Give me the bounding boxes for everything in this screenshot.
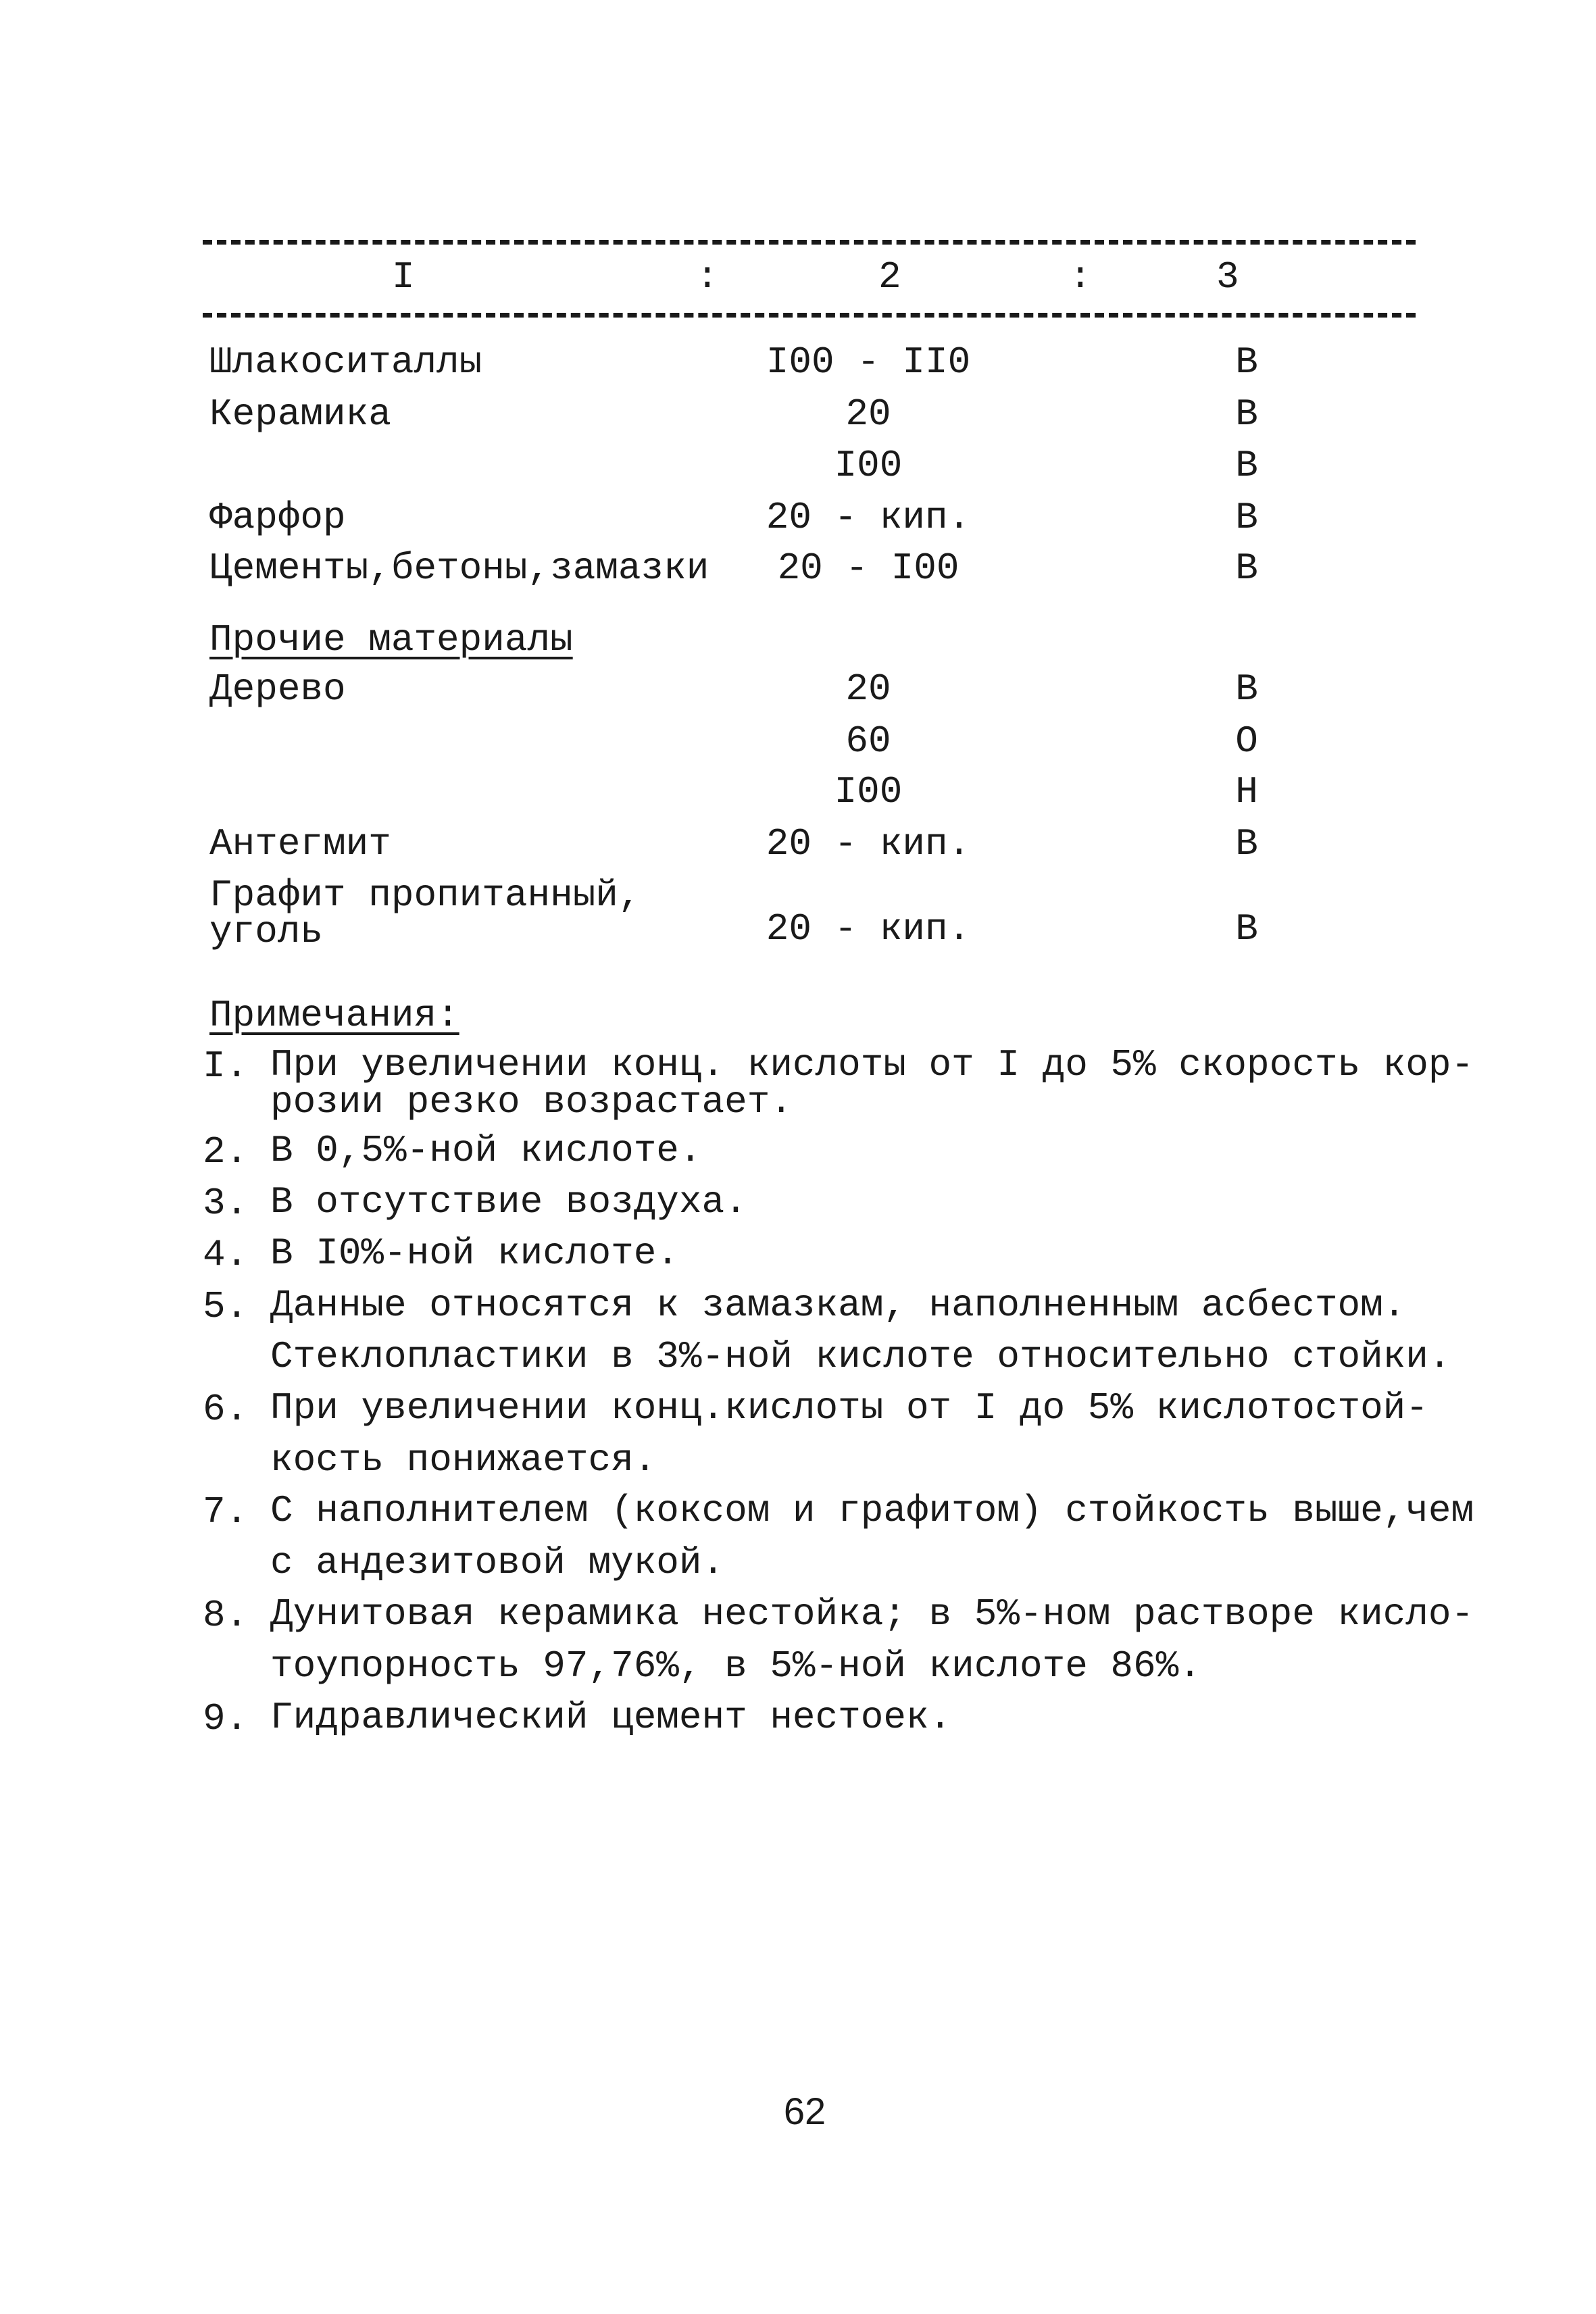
table-row-name: Цементы,бетоны,замазки — [209, 547, 709, 590]
table-row-name: Фарфор — [209, 496, 346, 539]
note-text: кость понижается. — [270, 1438, 657, 1482]
table-row-name: Графит пропитанный, — [209, 874, 641, 917]
table-row-rating: B — [1235, 547, 1258, 590]
table-row-name-line2: уголь — [209, 910, 324, 953]
table-row-temp: 20 - кип. — [766, 496, 971, 539]
table-row-rating: B — [1235, 668, 1258, 711]
table-row-rating: B — [1235, 393, 1258, 436]
table-row-rating: B — [1235, 444, 1258, 487]
note-text: Данные относятся к замазкам, наполненным асбестом. — [270, 1284, 1406, 1327]
note-text: тоупорность 97,76%, в 5%-ной кислоте 86%. — [270, 1644, 1201, 1688]
table-row-name: Керамика — [209, 393, 391, 436]
table-row-temp: I00 — [834, 770, 903, 813]
table-row-name: Шлакоситаллы — [209, 341, 482, 384]
table-row-rating: B — [1235, 496, 1258, 539]
column-header-2: 2 — [878, 255, 901, 299]
table-row-rating: H — [1235, 770, 1258, 813]
note-text: При увеличении конц.кислоты от I до 5% кислотостой- — [270, 1386, 1428, 1430]
note-number: 7. — [203, 1490, 249, 1534]
table-row-name: Дерево — [209, 668, 346, 711]
note-text: В 0,5%-ной кислоте. — [270, 1129, 702, 1172]
note-number: I. — [203, 1045, 249, 1088]
note-text: Гидравлический цемент нестоек. — [270, 1696, 952, 1739]
table-row-rating: B — [1235, 822, 1258, 865]
note-text: С наполнителем (коксом и графитом) стойкость выше,чем — [270, 1489, 1474, 1532]
column-header-3: 3 — [1216, 255, 1239, 299]
note-text: Дунитовая керамика нестойка; в 5%-ном растворе кисло- — [270, 1592, 1474, 1636]
note-text: розии резко возрастает. — [270, 1080, 793, 1124]
table-row-rating: O — [1235, 720, 1258, 763]
page-number: 62 — [783, 2090, 826, 2132]
table-row-name: Антегмит — [209, 822, 391, 865]
table-row-rating: B — [1235, 341, 1258, 384]
column-header-1: I — [392, 255, 415, 299]
note-number: 4. — [203, 1233, 249, 1276]
table-row-temp: 20 - кип. — [766, 822, 971, 865]
note-text: Стеклопластики в 3%-ной кислоте относительно стойки. — [270, 1335, 1451, 1378]
table-row-temp: 20 — [845, 393, 891, 436]
note-text: В I0%-ной кислоте. — [270, 1232, 679, 1275]
note-text: с андезитовой мукой. — [270, 1541, 725, 1584]
table-top-rule — [203, 240, 1416, 245]
table-row-temp: I00 — [834, 444, 903, 487]
table-row-temp: 20 — [845, 668, 891, 711]
notes-heading: Примечания: — [209, 994, 459, 1037]
table-row-temp: 60 — [845, 720, 891, 763]
table-row-rating: B — [1235, 907, 1258, 951]
column-separator-1: : — [696, 255, 719, 299]
table-header-rule — [203, 313, 1416, 318]
table-row-temp: 20 - I00 — [777, 547, 959, 590]
column-separator-2: : — [1069, 255, 1092, 299]
note-number: 6. — [203, 1388, 249, 1431]
note-number: 8. — [203, 1594, 249, 1637]
section-heading: Прочие материалы — [209, 618, 573, 661]
note-text: В отсутствие воздуха. — [270, 1180, 747, 1224]
note-number: 9. — [203, 1697, 249, 1740]
note-number: 2. — [203, 1130, 249, 1174]
table-row-temp: I00 - II0 — [766, 341, 971, 384]
note-number: 3. — [203, 1182, 249, 1225]
table-row-temp: 20 - кип. — [766, 907, 971, 951]
note-number: 5. — [203, 1285, 249, 1328]
note-text: При увеличении конц. кислоты от I до 5% скорость кор- — [270, 1043, 1474, 1086]
